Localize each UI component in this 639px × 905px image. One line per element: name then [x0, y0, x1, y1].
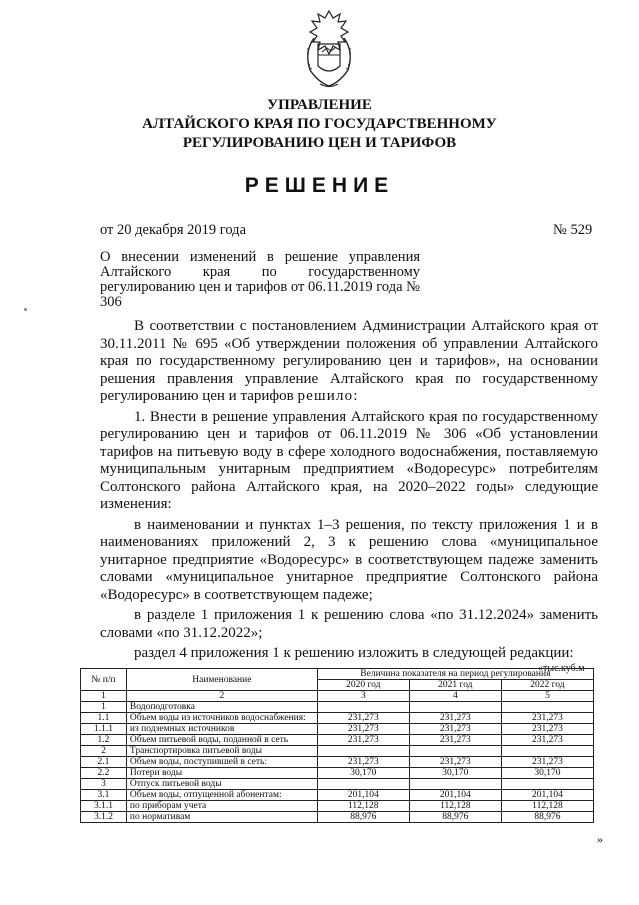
row-name: из подземных источников [126, 724, 317, 735]
value-2022 [501, 702, 593, 713]
value-2020: 231,273 [317, 735, 409, 746]
row-name: по приборам учета [126, 801, 317, 812]
row-number: 3.1.2 [81, 812, 127, 823]
paragraph-section-4: раздел 4 приложения 1 к решению изложить в следующей редакции: [134, 645, 574, 661]
row-number: 3 [81, 779, 127, 790]
value-2022 [501, 779, 593, 790]
authority-line-2: АЛТАЙСКОГО КРАЯ ПО ГОСУДАРСТВЕННОМУ [142, 116, 497, 132]
row-number: 1.2 [81, 735, 127, 746]
row-name: Объем воды, отпущенной абонентам: [126, 790, 317, 801]
closing-quote-mark: » [597, 832, 603, 846]
column-index-5: 5 [501, 691, 593, 702]
value-2020 [317, 779, 409, 790]
value-2020 [317, 702, 409, 713]
table-row [81, 746, 594, 757]
table-row [81, 801, 594, 812]
value-2021: 231,273 [409, 724, 501, 735]
row-name: по нормативам [126, 812, 317, 823]
value-2020: 231,273 [317, 757, 409, 768]
margin-dot [24, 308, 27, 311]
value-2022: 88,976 [501, 812, 593, 823]
value-2021 [409, 702, 501, 713]
row-name: Объем воды, поступившей в сеть: [126, 757, 317, 768]
table-row [81, 768, 594, 779]
row-number: 2.2 [81, 768, 127, 779]
table-unit-label: «тыс.куб.м [538, 663, 585, 674]
preamble-text: В соответствии с постановлением Администрации Алтайского края от 30.11.2011 № 695 «Об утверждении положения об управлении Алтайского края по государственному регулированию цен и тарифов», на основании решения правления управление Алтайского края по государственному регулированию цен и тарифов [100, 318, 598, 404]
row-name: Потери воды [126, 768, 317, 779]
value-2021: 30,170 [409, 768, 501, 779]
value-2022: 231,273 [501, 757, 593, 768]
value-2020: 112,128 [317, 801, 409, 812]
header-name: Наименование [126, 669, 317, 691]
column-index-4: 4 [409, 691, 501, 702]
paragraph-change-date: в разделе 1 приложения 1 к решению слова «по 31.12.2024» заменить словами «по 31.12.2022»; [100, 607, 598, 641]
row-number: 3.1 [81, 790, 127, 801]
table-row [81, 757, 594, 768]
document-subject: О внесении изменений в решение управления Алтайского края по государственному регулированию цен и тарифов от 06.11.2019 года № 306 [100, 249, 420, 310]
value-2021: 201,104 [409, 790, 501, 801]
value-2022: 231,273 [501, 735, 593, 746]
value-2021: 112,128 [409, 801, 501, 812]
value-2020: 231,273 [317, 713, 409, 724]
header-period-group: Величина показателя на период регулирования [317, 669, 593, 680]
value-2020 [317, 746, 409, 757]
row-number: 3.1.1 [81, 801, 127, 812]
row-name: Отпуск питьевой воды [126, 779, 317, 790]
header-year-2021: 2021 год [409, 680, 501, 691]
value-2020: 88,976 [317, 812, 409, 823]
value-2021: 231,273 [409, 757, 501, 768]
value-2022 [501, 746, 593, 757]
authority-line-3: РЕГУЛИРОВАНИЮ ЦЕН И ТАРИФОВ [182, 135, 457, 151]
table-row [81, 724, 594, 735]
table-row [81, 702, 594, 713]
paragraph-item-1: 1. Внести в решение управления Алтайского края по государственному регулированию цен и тарифов от 06.11.2019 № 306 «Об установлении тарифов на питьевую воду в сфере холодного водоснабжения, поставляемую муниципальным унитарным предприятием «Водоресурс» потребителям Солтонского района Алтайского края, на 2020–2022 годы» следующие изменения: [100, 408, 598, 512]
row-number: 1.1.1 [81, 724, 127, 735]
value-2022: 201,104 [501, 790, 593, 801]
row-number: 1 [81, 702, 127, 713]
row-name: Объем воды из источников водоснабжения: [126, 713, 317, 724]
table-row [81, 779, 594, 790]
table-row [81, 812, 594, 823]
value-2020: 231,273 [317, 724, 409, 735]
header-year-2022: 2022 год [501, 680, 593, 691]
row-name: Водоподготовка [126, 702, 317, 713]
column-index-2: 2 [126, 691, 317, 702]
water-volume-table [80, 668, 594, 823]
document-type-title: РЕШЕНИЕ [244, 174, 395, 197]
row-number: 2 [81, 746, 127, 757]
value-2021 [409, 746, 501, 757]
value-2021 [409, 779, 501, 790]
table-row [81, 713, 594, 724]
header-number: № п/п [81, 669, 127, 691]
value-2020: 30,170 [317, 768, 409, 779]
document-number: № 529 [553, 222, 593, 238]
column-index-1: 1 [81, 691, 127, 702]
row-name: Объем питьевой воды, поданной в сеть [126, 735, 317, 746]
paragraph-preamble [100, 318, 598, 406]
value-2021: 231,273 [409, 735, 501, 746]
value-2021: 231,273 [409, 713, 501, 724]
value-2022: 231,273 [501, 713, 593, 724]
column-index-3: 3 [317, 691, 409, 702]
table-row [81, 735, 594, 746]
authority-line-1: УПРАВЛЕНИЕ [267, 97, 372, 113]
coat-of-arms-emblem [300, 8, 358, 90]
row-number: 2.1 [81, 757, 127, 768]
document-body [100, 318, 598, 666]
value-2021: 88,976 [409, 812, 501, 823]
value-2020: 201,104 [317, 790, 409, 801]
table-row [81, 790, 594, 801]
resolution-word: решило: [297, 388, 359, 404]
value-2022: 112,128 [501, 801, 593, 812]
row-number: 1.1 [81, 713, 127, 724]
row-name: Транспортировка питьевой воды [126, 746, 317, 757]
document-date: от 20 декабря 2019 года [100, 222, 246, 238]
value-2022: 30,170 [501, 768, 593, 779]
header-year-2020: 2020 год [317, 680, 409, 691]
paragraph-change-names: в наименовании и пунктах 1–3 решения, по тексту приложения 1 и в наименованиях приложений 2, 3 к решению слова «муниципальное унитарное предприятие «Водоресурс» в соответствующем падеже заменить словами «муниципальное унитарное предприятие Солтонского района «Водоресурс» в соответствующем падеже; [100, 516, 598, 603]
value-2022: 231,273 [501, 724, 593, 735]
issuing-authority [0, 96, 639, 153]
